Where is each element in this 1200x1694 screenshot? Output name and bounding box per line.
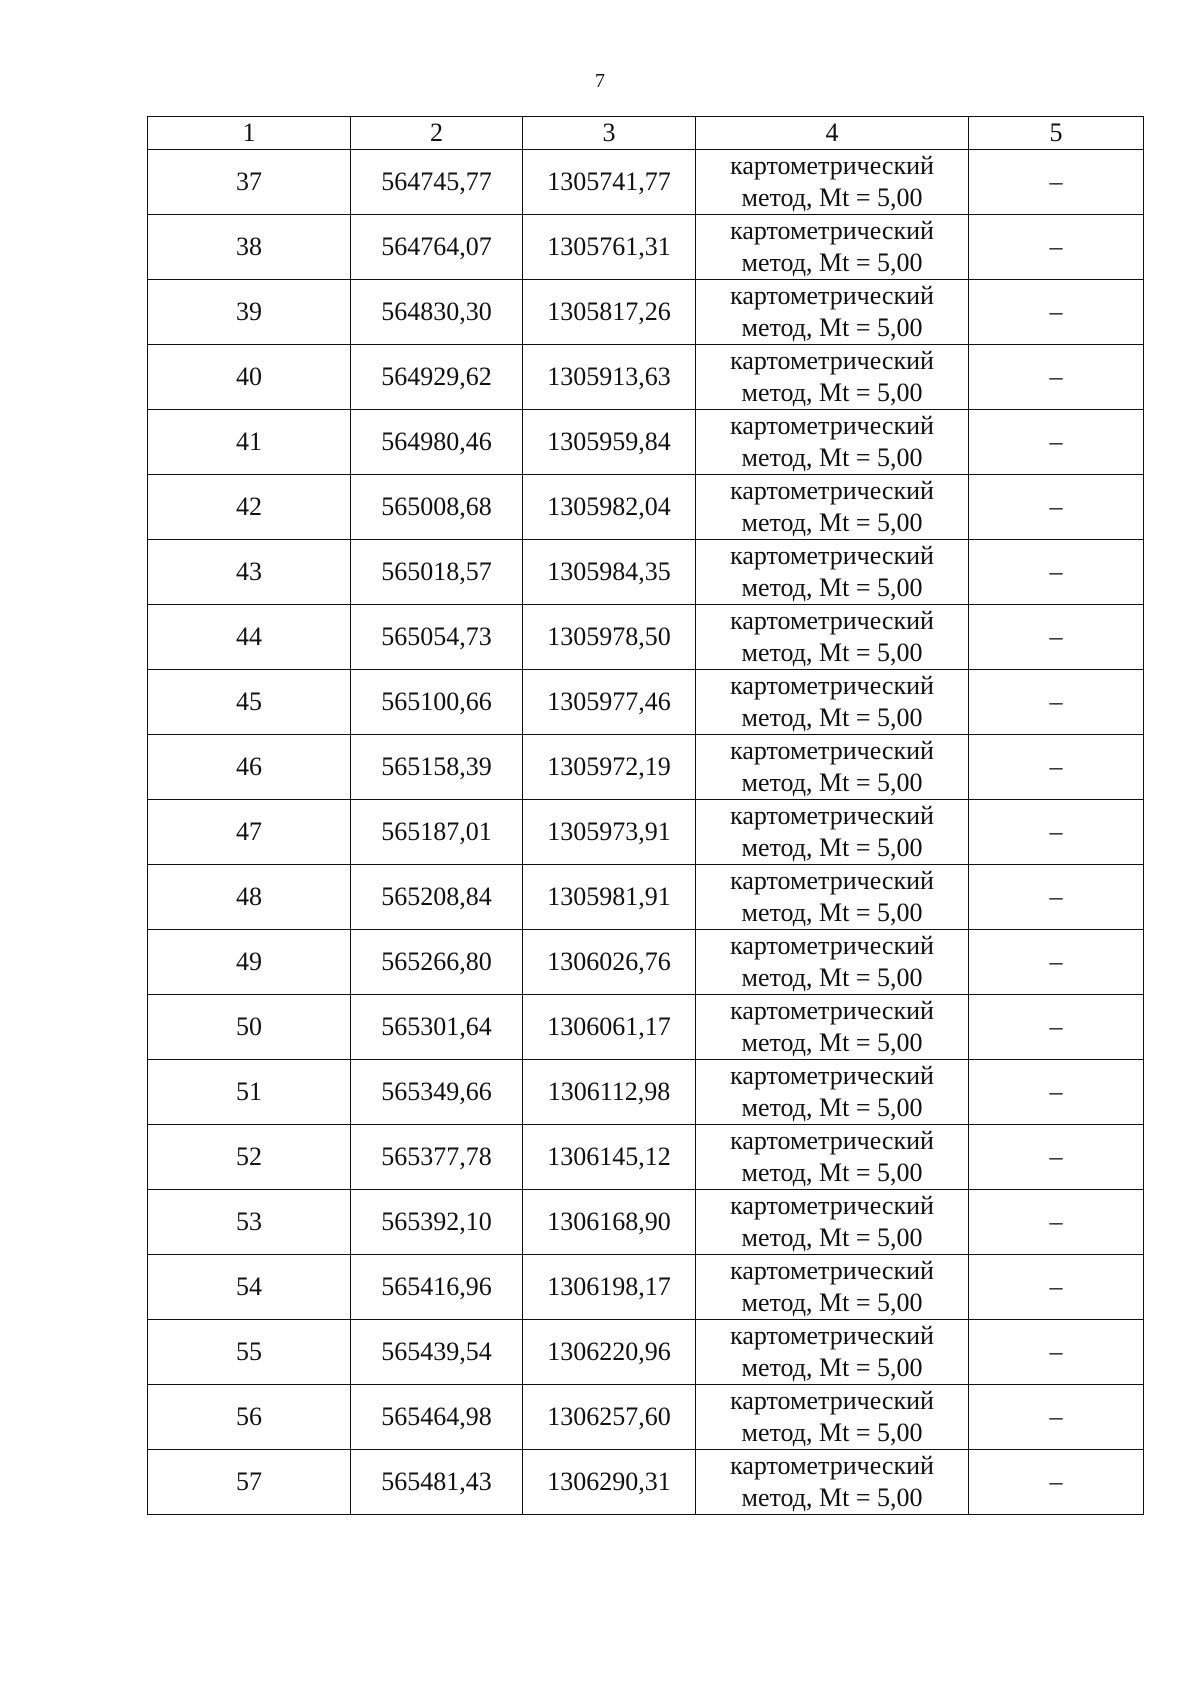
- method-line-1: картометрический: [730, 541, 934, 570]
- table-row: [148, 800, 1144, 865]
- method-line-1: картометрический: [730, 411, 934, 440]
- method-cell: [696, 280, 969, 345]
- method-line-1: картометрический: [730, 476, 934, 505]
- point-number-cell: 45: [148, 670, 351, 735]
- header-col-5: 5: [969, 117, 1144, 150]
- table-row: [148, 150, 1144, 215]
- note-cell: –: [969, 605, 1144, 670]
- note-cell: –: [969, 1385, 1144, 1450]
- method-line-1: картометрический: [730, 931, 934, 960]
- method-cell: [696, 1385, 969, 1450]
- x-coordinate-cell: 565392,10: [351, 1190, 523, 1255]
- x-coordinate-cell: 565416,96: [351, 1255, 523, 1320]
- note-cell: –: [969, 1125, 1144, 1190]
- method-cell: [696, 1125, 969, 1190]
- y-coordinate-cell: 1305817,26: [523, 280, 696, 345]
- method-line-2: метод, Mt = 5,00: [741, 573, 923, 602]
- point-number-cell: 57: [148, 1450, 351, 1515]
- note-cell: –: [969, 150, 1144, 215]
- table-body: [148, 150, 1144, 1515]
- method-cell: [696, 540, 969, 605]
- method-line-2: метод, Mt = 5,00: [741, 768, 923, 797]
- note-cell: –: [969, 1320, 1144, 1385]
- method-line-2: метод, Mt = 5,00: [741, 833, 923, 862]
- method-line-2: метод, Mt = 5,00: [741, 898, 923, 927]
- x-coordinate-cell: 565481,43: [351, 1450, 523, 1515]
- x-coordinate-cell: 565054,73: [351, 605, 523, 670]
- method-line-1: картометрический: [730, 151, 934, 180]
- method-line-1: картометрический: [730, 606, 934, 635]
- table-row: [148, 345, 1144, 410]
- x-coordinate-cell: 565349,66: [351, 1060, 523, 1125]
- table-row: [148, 1385, 1144, 1450]
- y-coordinate-cell: 1305761,31: [523, 215, 696, 280]
- method-line-2: метод, Mt = 5,00: [741, 313, 923, 342]
- method-line-1: картометрический: [730, 1256, 934, 1285]
- y-coordinate-cell: 1306168,90: [523, 1190, 696, 1255]
- point-number-cell: 46: [148, 735, 351, 800]
- method-line-1: картометрический: [730, 671, 934, 700]
- point-number-cell: 37: [148, 150, 351, 215]
- y-coordinate-cell: 1306026,76: [523, 930, 696, 995]
- method-cell: [696, 670, 969, 735]
- method-cell: [696, 605, 969, 670]
- x-coordinate-cell: 565158,39: [351, 735, 523, 800]
- note-cell: –: [969, 345, 1144, 410]
- y-coordinate-cell: 1305913,63: [523, 345, 696, 410]
- y-coordinate-cell: 1306220,96: [523, 1320, 696, 1385]
- x-coordinate-cell: 564745,77: [351, 150, 523, 215]
- table-row: [148, 995, 1144, 1060]
- method-line-2: метод, Mt = 5,00: [741, 703, 923, 732]
- method-line-1: картометрический: [730, 1061, 934, 1090]
- table-row: [148, 1190, 1144, 1255]
- page-number: 7: [595, 70, 605, 92]
- method-cell: [696, 345, 969, 410]
- point-number-cell: 41: [148, 410, 351, 475]
- y-coordinate-cell: 1306061,17: [523, 995, 696, 1060]
- table-row: [148, 1060, 1144, 1125]
- method-cell: [696, 1320, 969, 1385]
- note-cell: –: [969, 475, 1144, 540]
- method-line-1: картометрический: [730, 801, 934, 830]
- point-number-cell: 39: [148, 280, 351, 345]
- method-line-1: картометрический: [730, 1321, 934, 1350]
- x-coordinate-cell: 565377,78: [351, 1125, 523, 1190]
- table-row: [148, 410, 1144, 475]
- method-line-2: метод, Mt = 5,00: [741, 1483, 923, 1512]
- method-cell: [696, 1255, 969, 1320]
- y-coordinate-cell: 1305973,91: [523, 800, 696, 865]
- method-line-1: картометрический: [730, 1126, 934, 1155]
- table-header: [148, 117, 1144, 150]
- method-cell: [696, 930, 969, 995]
- header-col-4: 4: [696, 117, 969, 150]
- table-row: [148, 1255, 1144, 1320]
- method-line-2: метод, Mt = 5,00: [741, 1028, 923, 1057]
- method-cell: [696, 995, 969, 1060]
- y-coordinate-cell: 1306145,12: [523, 1125, 696, 1190]
- method-line-2: метод, Mt = 5,00: [741, 378, 923, 407]
- table-row: [148, 670, 1144, 735]
- y-coordinate-cell: 1305982,04: [523, 475, 696, 540]
- y-coordinate-cell: 1306257,60: [523, 1385, 696, 1450]
- method-cell: [696, 735, 969, 800]
- y-coordinate-cell: 1305984,35: [523, 540, 696, 605]
- table-row: [148, 735, 1144, 800]
- point-number-cell: 43: [148, 540, 351, 605]
- point-number-cell: 40: [148, 345, 351, 410]
- point-number-cell: 51: [148, 1060, 351, 1125]
- method-line-1: картометрический: [730, 736, 934, 765]
- header-row: [148, 117, 1144, 150]
- point-number-cell: 49: [148, 930, 351, 995]
- note-cell: –: [969, 540, 1144, 605]
- point-number-cell: 55: [148, 1320, 351, 1385]
- table-row: [148, 605, 1144, 670]
- table-row: [148, 1320, 1144, 1385]
- x-coordinate-cell: 565018,57: [351, 540, 523, 605]
- coordinates-table: [147, 116, 1144, 1515]
- method-line-1: картометрический: [730, 866, 934, 895]
- note-cell: –: [969, 1060, 1144, 1125]
- x-coordinate-cell: 565008,68: [351, 475, 523, 540]
- x-coordinate-cell: 564929,62: [351, 345, 523, 410]
- method-line-2: метод, Mt = 5,00: [741, 248, 923, 277]
- method-cell: [696, 215, 969, 280]
- header-col-1: 1: [148, 117, 351, 150]
- y-coordinate-cell: 1305959,84: [523, 410, 696, 475]
- table-row: [148, 475, 1144, 540]
- method-cell: [696, 865, 969, 930]
- method-cell: [696, 150, 969, 215]
- y-coordinate-cell: 1306198,17: [523, 1255, 696, 1320]
- x-coordinate-cell: 564980,46: [351, 410, 523, 475]
- method-line-2: метод, Mt = 5,00: [741, 1288, 923, 1317]
- table-row: [148, 865, 1144, 930]
- note-cell: –: [969, 800, 1144, 865]
- note-cell: –: [969, 995, 1144, 1060]
- x-coordinate-cell: 565100,66: [351, 670, 523, 735]
- note-cell: –: [969, 410, 1144, 475]
- y-coordinate-cell: 1305741,77: [523, 150, 696, 215]
- method-line-1: картометрический: [730, 216, 934, 245]
- header-col-2: 2: [351, 117, 523, 150]
- method-line-1: картометрический: [730, 1386, 934, 1415]
- note-cell: –: [969, 735, 1144, 800]
- note-cell: –: [969, 280, 1144, 345]
- method-cell: [696, 475, 969, 540]
- point-number-cell: 54: [148, 1255, 351, 1320]
- note-cell: –: [969, 215, 1144, 280]
- table-row: [148, 1125, 1144, 1190]
- point-number-cell: 38: [148, 215, 351, 280]
- y-coordinate-cell: 1305972,19: [523, 735, 696, 800]
- y-coordinate-cell: 1305978,50: [523, 605, 696, 670]
- method-line-2: метод, Mt = 5,00: [741, 1223, 923, 1252]
- method-cell: [696, 1450, 969, 1515]
- x-coordinate-cell: 564830,30: [351, 280, 523, 345]
- method-line-2: метод, Mt = 5,00: [741, 508, 923, 537]
- table-row: [148, 540, 1144, 605]
- method-line-2: метод, Mt = 5,00: [741, 1353, 923, 1382]
- y-coordinate-cell: 1305981,91: [523, 865, 696, 930]
- x-coordinate-cell: 565187,01: [351, 800, 523, 865]
- table-row: [148, 1450, 1144, 1515]
- x-coordinate-cell: 565266,80: [351, 930, 523, 995]
- point-number-cell: 48: [148, 865, 351, 930]
- method-line-2: метод, Mt = 5,00: [741, 443, 923, 472]
- point-number-cell: 50: [148, 995, 351, 1060]
- table-row: [148, 280, 1144, 345]
- note-cell: –: [969, 670, 1144, 735]
- point-number-cell: 53: [148, 1190, 351, 1255]
- method-line-2: метод, Mt = 5,00: [741, 1158, 923, 1187]
- table-row: [148, 215, 1144, 280]
- method-cell: [696, 1190, 969, 1255]
- method-cell: [696, 1060, 969, 1125]
- method-line-1: картометрический: [730, 1191, 934, 1220]
- note-cell: –: [969, 1450, 1144, 1515]
- point-number-cell: 42: [148, 475, 351, 540]
- x-coordinate-cell: 565208,84: [351, 865, 523, 930]
- point-number-cell: 56: [148, 1385, 351, 1450]
- method-line-2: метод, Mt = 5,00: [741, 963, 923, 992]
- method-line-1: картометрический: [730, 281, 934, 310]
- method-line-1: картометрический: [730, 1451, 934, 1480]
- x-coordinate-cell: 564764,07: [351, 215, 523, 280]
- x-coordinate-cell: 565301,64: [351, 995, 523, 1060]
- method-line-1: картометрический: [730, 996, 934, 1025]
- point-number-cell: 47: [148, 800, 351, 865]
- y-coordinate-cell: 1306112,98: [523, 1060, 696, 1125]
- method-cell: [696, 800, 969, 865]
- y-coordinate-cell: 1306290,31: [523, 1450, 696, 1515]
- note-cell: –: [969, 930, 1144, 995]
- method-line-2: метод, Mt = 5,00: [741, 638, 923, 667]
- point-number-cell: 52: [148, 1125, 351, 1190]
- method-line-1: картометрический: [730, 346, 934, 375]
- x-coordinate-cell: 565464,98: [351, 1385, 523, 1450]
- x-coordinate-cell: 565439,54: [351, 1320, 523, 1385]
- method-line-2: метод, Mt = 5,00: [741, 1418, 923, 1447]
- method-cell: [696, 410, 969, 475]
- header-col-3: 3: [523, 117, 696, 150]
- note-cell: –: [969, 865, 1144, 930]
- point-number-cell: 44: [148, 605, 351, 670]
- method-line-2: метод, Mt = 5,00: [741, 183, 923, 212]
- table-row: [148, 930, 1144, 995]
- y-coordinate-cell: 1305977,46: [523, 670, 696, 735]
- note-cell: –: [969, 1190, 1144, 1255]
- method-line-2: метод, Mt = 5,00: [741, 1093, 923, 1122]
- note-cell: –: [969, 1255, 1144, 1320]
